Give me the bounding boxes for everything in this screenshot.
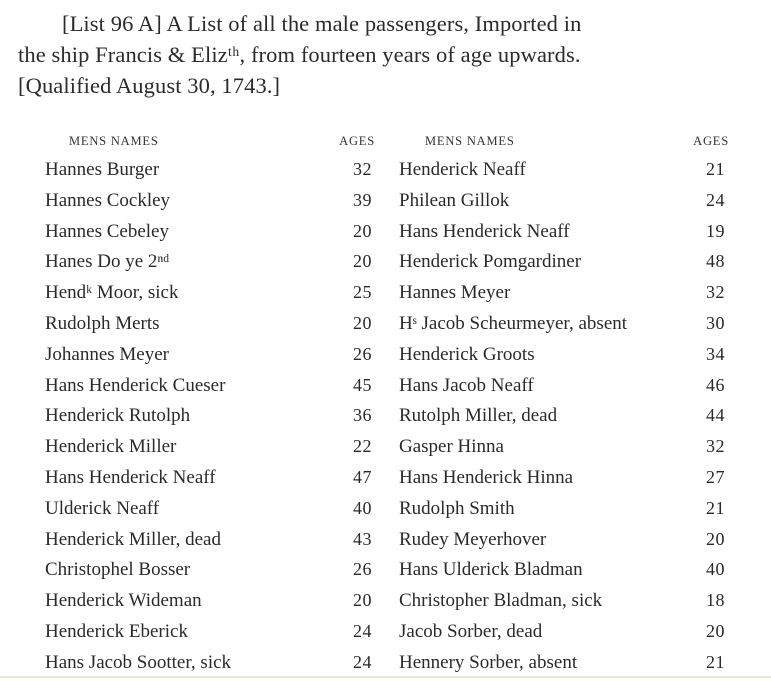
passenger-name: Philean Gillok bbox=[399, 189, 510, 211]
passenger-row bbox=[45, 308, 375, 339]
passenger-row bbox=[399, 308, 729, 339]
passenger-age: 47 bbox=[353, 466, 372, 487]
passenger-name: Henderick Neaff bbox=[399, 159, 526, 180]
passenger-row bbox=[45, 370, 375, 401]
passenger-age: 32 bbox=[353, 159, 372, 179]
passenger-name: Henderick Groots bbox=[399, 343, 535, 365]
passenger-row bbox=[399, 647, 729, 678]
passenger-row bbox=[399, 216, 729, 247]
list-heading bbox=[18, 8, 763, 101]
passenger-age: 21 bbox=[706, 159, 725, 179]
passenger-row bbox=[45, 524, 375, 555]
passenger-row bbox=[399, 554, 729, 585]
passenger-row bbox=[45, 493, 375, 524]
passenger-age: 20 bbox=[353, 312, 372, 333]
passenger-age: 21 bbox=[706, 651, 725, 672]
passenger-row bbox=[45, 585, 375, 616]
passenger-age: 32 bbox=[706, 436, 725, 457]
left-rows bbox=[45, 154, 375, 678]
passenger-age: 32 bbox=[706, 282, 725, 303]
passenger-name: Hans Jacob Neaff bbox=[399, 374, 534, 396]
passenger-row bbox=[45, 154, 375, 185]
passenger-age: 22 bbox=[353, 436, 372, 457]
passenger-name: Jacob Sorber, dead bbox=[399, 620, 543, 642]
passenger-age: 27 bbox=[706, 466, 725, 487]
passenger-name: Hendᵏ Moor, sick bbox=[45, 282, 179, 304]
passenger-name: Hennery Sorber, absent bbox=[399, 651, 578, 673]
passenger-age: 24 bbox=[353, 651, 372, 672]
mens-names-header: MENS NAMES bbox=[425, 134, 515, 148]
passenger-name: Henderick Eberick bbox=[45, 620, 188, 642]
passenger-age: 45 bbox=[353, 374, 372, 395]
heading-line-1: [List 96 A] A List of all the male passengers, Imported in bbox=[62, 11, 582, 36]
passenger-name: Henderick Rutolph bbox=[45, 405, 191, 427]
passenger-name: Rudolph Merts bbox=[45, 312, 160, 334]
passenger-age: 20 bbox=[353, 220, 372, 241]
passenger-name: Ulderick Neaff bbox=[45, 497, 160, 519]
passenger-age: 24 bbox=[353, 620, 372, 641]
passenger-row bbox=[399, 493, 729, 524]
passenger-age: 40 bbox=[706, 559, 725, 580]
passenger-name: Henderick Wideman bbox=[45, 590, 202, 612]
passenger-row bbox=[399, 154, 729, 185]
passenger-age: 39 bbox=[353, 189, 372, 210]
passenger-name: Henderick Miller bbox=[45, 436, 177, 458]
passenger-age: 36 bbox=[353, 405, 372, 426]
passenger-row bbox=[45, 277, 375, 308]
passenger-row bbox=[399, 185, 729, 216]
passenger-name: Rudolph Smith bbox=[399, 497, 515, 519]
passenger-age: 26 bbox=[353, 559, 372, 580]
passenger-age: 26 bbox=[353, 343, 372, 364]
passenger-age: 44 bbox=[706, 405, 725, 426]
passenger-name: Hans Ulderick Bladman bbox=[399, 559, 583, 581]
passenger-name: Hˢ Jacob Scheurmeyer, absent bbox=[399, 312, 628, 334]
passenger-row bbox=[45, 400, 375, 431]
passenger-row bbox=[45, 185, 375, 216]
page-bottom-rule bbox=[0, 676, 771, 678]
passenger-age: 18 bbox=[706, 590, 725, 611]
ages-header: AGES bbox=[693, 134, 729, 148]
passenger-row bbox=[399, 431, 729, 462]
passenger-age: 40 bbox=[353, 497, 372, 518]
left-column-header bbox=[45, 128, 375, 154]
passenger-name: Hans Henderick Neaff bbox=[45, 466, 216, 488]
passenger-name: Rudey Meyerhover bbox=[399, 528, 547, 550]
mens-names-header: MENS NAMES bbox=[69, 134, 159, 148]
passenger-row bbox=[399, 339, 729, 370]
passenger-row bbox=[399, 277, 729, 308]
passenger-row bbox=[45, 554, 375, 585]
passenger-row bbox=[45, 647, 375, 678]
passenger-row bbox=[45, 431, 375, 462]
passenger-name: Hannes Burger bbox=[45, 159, 160, 180]
passenger-age: 19 bbox=[706, 220, 725, 241]
passenger-row bbox=[399, 585, 729, 616]
passenger-name: Hannes Cockley bbox=[45, 189, 171, 211]
passenger-row bbox=[45, 246, 375, 277]
passenger-name: Henderick Pomgardiner bbox=[399, 251, 582, 273]
passenger-name: Hanes Do ye 2ⁿᵈ bbox=[45, 251, 170, 273]
passenger-name: Hans Henderick Hinna bbox=[399, 466, 574, 488]
passenger-name: Christophel Bosser bbox=[45, 559, 191, 581]
passenger-name: Henderick Miller, dead bbox=[45, 528, 221, 550]
passenger-age: 48 bbox=[706, 251, 725, 272]
passenger-age: 25 bbox=[353, 282, 372, 303]
passenger-age: 21 bbox=[706, 497, 725, 518]
passenger-row bbox=[399, 400, 729, 431]
passenger-row bbox=[399, 370, 729, 401]
ages-header: AGES bbox=[339, 134, 375, 148]
passenger-age: 20 bbox=[353, 590, 372, 611]
heading-line-2: the ship Francis & Elizᵗʰ, from fourteen years of age upwards. bbox=[18, 42, 581, 67]
passenger-name: Johannes Meyer bbox=[45, 343, 169, 365]
heading-line-3: [Qualified August 30, 1743.] bbox=[18, 73, 281, 98]
left-column bbox=[45, 128, 375, 678]
passenger-name: Rutolph Miller, dead bbox=[399, 405, 558, 427]
passenger-row bbox=[399, 524, 729, 555]
passenger-row bbox=[399, 616, 729, 647]
passenger-age: 20 bbox=[353, 251, 372, 272]
passenger-name: Hannes Meyer bbox=[399, 282, 511, 304]
passenger-name: Christopher Bladman, sick bbox=[399, 590, 603, 612]
passenger-age: 24 bbox=[706, 189, 725, 210]
passenger-row bbox=[45, 462, 375, 493]
passenger-name: Gasper Hinna bbox=[399, 436, 504, 458]
passenger-row bbox=[399, 462, 729, 493]
passenger-name: Hans Jacob Sootter, sick bbox=[45, 651, 232, 673]
passenger-row bbox=[45, 216, 375, 247]
passenger-age: 43 bbox=[353, 528, 372, 549]
passenger-age: 20 bbox=[706, 528, 725, 549]
passenger-age: 30 bbox=[706, 312, 725, 333]
passenger-name: Hannes Cebeley bbox=[45, 220, 169, 242]
passenger-name: Hans Henderick Neaff bbox=[399, 220, 570, 242]
passenger-row bbox=[399, 246, 729, 277]
passenger-age: 34 bbox=[706, 343, 725, 364]
right-column-header bbox=[399, 128, 729, 154]
passenger-age: 46 bbox=[706, 374, 725, 395]
right-rows bbox=[399, 154, 729, 678]
passenger-age: 20 bbox=[706, 620, 725, 641]
passenger-row bbox=[45, 616, 375, 647]
passenger-row bbox=[45, 339, 375, 370]
passenger-name: Hans Henderick Cueser bbox=[45, 374, 226, 396]
right-column bbox=[399, 128, 729, 678]
